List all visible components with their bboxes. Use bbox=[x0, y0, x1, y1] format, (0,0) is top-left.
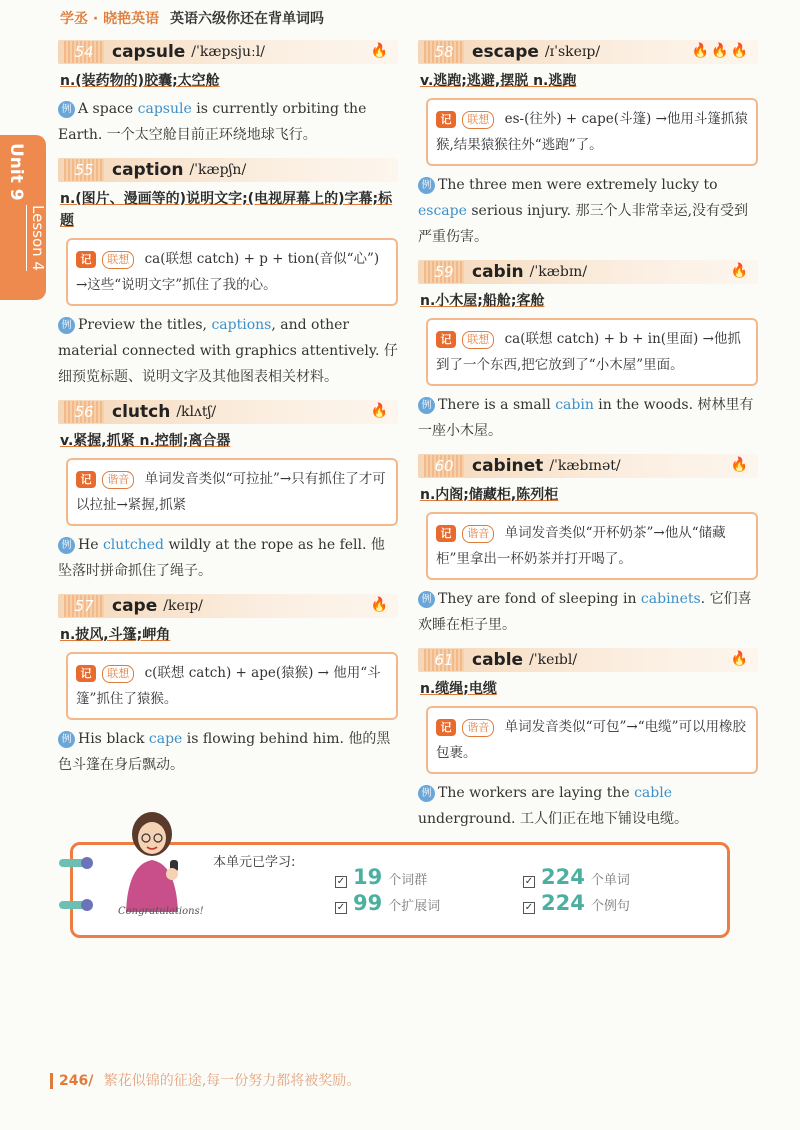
word-header bbox=[418, 40, 758, 64]
frequency-flame-icon: 🔥 bbox=[730, 457, 750, 473]
example-keyword: captions bbox=[211, 317, 272, 333]
memo-tag: 谐音 bbox=[462, 719, 494, 737]
definition bbox=[60, 624, 398, 646]
example-keyword: cabin bbox=[555, 397, 594, 413]
example-post: serious injury. 那三个人非常幸运,没有受到严重伤害。 bbox=[418, 203, 749, 245]
summary-title: 本单元已学习: bbox=[213, 855, 296, 870]
stat-word-groups bbox=[335, 865, 427, 889]
example-post: in the woods. 树林里有一座小木屋。 bbox=[418, 397, 754, 439]
checkbox-icon: ✓ bbox=[336, 902, 346, 913]
word-number: 60 bbox=[424, 455, 464, 477]
word-header bbox=[418, 648, 758, 672]
page-footer bbox=[50, 1070, 360, 1090]
definition bbox=[420, 70, 758, 92]
example-sentence bbox=[58, 312, 398, 390]
congrats-text: Congratulations! bbox=[118, 906, 204, 917]
memory-tip bbox=[66, 238, 398, 306]
stat-unit: 个单词 bbox=[590, 873, 630, 888]
example-post: wildly at the rope as he fell. 他坠落时拼命抓住了绳子。 bbox=[58, 537, 385, 579]
phonetic: /ɪˈskeɪp/ bbox=[544, 44, 601, 60]
frequency-flame-icon: 🔥 bbox=[370, 43, 390, 59]
phonetic: /ˈkæbɪnət/ bbox=[549, 458, 621, 474]
example-post: , and other material connected with graphics attentively. 仔细预览标题、说明文字及其他图表相关材料。 bbox=[58, 317, 398, 385]
decor-dot bbox=[81, 899, 93, 911]
word-entry bbox=[418, 454, 758, 638]
example-keyword: cabinets bbox=[640, 591, 701, 607]
example-pre: Preview the titles, bbox=[78, 317, 212, 333]
headword: cabinet bbox=[472, 456, 544, 476]
phonetic: /ˈkæbɪn/ bbox=[529, 264, 588, 280]
example-pre: The three men were extremely lucky to bbox=[438, 177, 718, 193]
page-number: 246/ bbox=[50, 1073, 93, 1089]
memory-tip bbox=[426, 706, 758, 774]
example-pre: They are fond of sleeping in bbox=[438, 591, 641, 607]
example-post: underground. 工人们正在地下铺设电缆。 bbox=[418, 811, 688, 827]
right-column bbox=[418, 40, 758, 842]
frequency-flame-icon: 🔥 bbox=[370, 597, 390, 613]
definition bbox=[420, 484, 758, 506]
phonetic: /klʌtʃ/ bbox=[176, 404, 217, 420]
definition bbox=[60, 70, 398, 92]
word-number: 56 bbox=[64, 401, 104, 423]
memo-text: c(联想 catch) + ape(猿猴) → 他用“斗篷”抓住了猿猴。 bbox=[76, 665, 381, 707]
unit-tab bbox=[0, 135, 46, 300]
example-post: is flowing behind him. 他的黑色斗篷在身后飘动。 bbox=[58, 731, 391, 773]
example-pre: A space bbox=[78, 101, 138, 117]
definition-text: v.逃跑;逃避,摆脱 n.逃跑 bbox=[420, 73, 577, 89]
example-pre: He bbox=[78, 537, 103, 553]
example-sentence bbox=[58, 96, 398, 148]
memo-text: es-(往外) + cape(斗篷) →他用斗篷抓猿猴,结果猿猴往外“逃跑”了。 bbox=[436, 111, 748, 153]
definition-text: n.披风,斗篷;岬角 bbox=[60, 627, 171, 643]
example-sentence bbox=[418, 172, 758, 250]
example-sentence bbox=[418, 392, 758, 444]
memo-text: 单词发音类似“开杯奶茶”→他从“储藏柜”里拿出一杯奶茶并打开喝了。 bbox=[436, 525, 726, 567]
stat-number: 99 bbox=[353, 891, 383, 915]
stat-unit: 个词群 bbox=[388, 873, 428, 888]
example-keyword: cape bbox=[148, 731, 183, 747]
headword: escape bbox=[472, 42, 539, 62]
definition-text: n.(图片、漫画等的)说明文字;(电视屏幕上的)字幕;标题 bbox=[60, 191, 393, 229]
stat-extended-words bbox=[335, 891, 440, 915]
memory-tip bbox=[66, 458, 398, 526]
stat-number: 224 bbox=[541, 865, 585, 889]
memo-text: 单词发音类似“可拉扯”→只有抓住了才可以拉扯→紧握,抓紧 bbox=[76, 471, 386, 513]
checkbox-icon: ✓ bbox=[524, 902, 534, 913]
headword: caption bbox=[112, 160, 184, 180]
word-header bbox=[58, 594, 398, 618]
memo-tag: 谐音 bbox=[462, 525, 494, 543]
frequency-flame-icon: 🔥🔥🔥 bbox=[691, 43, 750, 59]
example-sentence bbox=[418, 780, 758, 832]
example-icon: 例 bbox=[418, 591, 435, 608]
lesson-label: Lesson 4 bbox=[26, 205, 47, 271]
word-entry bbox=[418, 260, 758, 444]
example-icon: 例 bbox=[58, 101, 75, 118]
word-header bbox=[418, 454, 758, 478]
headword: cable bbox=[472, 650, 524, 670]
footer-motto: 繁花似锦的征途,每一份努力都将被奖励。 bbox=[103, 1073, 361, 1089]
definition-text: n.内阁;储藏柜,陈列柜 bbox=[420, 487, 559, 503]
definition-text: n.(装药物的)胶囊;太空舱 bbox=[60, 73, 220, 89]
example-icon: 例 bbox=[58, 317, 75, 334]
word-number: 54 bbox=[64, 41, 104, 63]
memo-icon: 记 bbox=[76, 251, 96, 268]
word-number: 58 bbox=[424, 41, 464, 63]
word-header bbox=[58, 40, 398, 64]
example-keyword: clutched bbox=[102, 537, 165, 553]
word-entry bbox=[58, 400, 398, 584]
memory-tip bbox=[426, 512, 758, 580]
word-entry bbox=[58, 158, 398, 390]
memo-icon: 记 bbox=[436, 719, 456, 736]
frequency-flame-icon: 🔥 bbox=[730, 651, 750, 667]
example-sentence bbox=[58, 532, 398, 584]
memory-tip bbox=[66, 652, 398, 720]
page-header bbox=[60, 8, 324, 28]
stat-number: 19 bbox=[353, 865, 383, 889]
brand: 学丞 · 晓艳英语 bbox=[60, 11, 160, 27]
teacher-illustration bbox=[112, 808, 194, 912]
decor-dot bbox=[81, 857, 93, 869]
frequency-flame-icon: 🔥 bbox=[730, 263, 750, 279]
phonetic: /ˈkæpʃn/ bbox=[189, 162, 247, 178]
checkbox-icon: ✓ bbox=[524, 876, 534, 887]
headword: cabin bbox=[472, 262, 524, 282]
stat-words bbox=[523, 865, 630, 889]
memo-icon: 记 bbox=[436, 331, 456, 348]
example-icon: 例 bbox=[418, 177, 435, 194]
headword: clutch bbox=[112, 402, 171, 422]
word-entry bbox=[418, 40, 758, 250]
memory-tip bbox=[426, 318, 758, 386]
memo-tag: 联想 bbox=[462, 111, 494, 129]
word-entry bbox=[58, 40, 398, 148]
example-keyword: escape bbox=[418, 203, 467, 219]
memo-tag: 联想 bbox=[462, 331, 494, 349]
memo-icon: 记 bbox=[436, 525, 456, 542]
example-icon: 例 bbox=[418, 397, 435, 414]
definition bbox=[420, 678, 758, 700]
example-post: is currently orbiting the Earth. 一个太空舱目前正环绕地球飞行。 bbox=[58, 101, 367, 143]
memo-text: 单词发音类似“可包”→“电缆”可以用橡胶包裹。 bbox=[436, 719, 747, 761]
stat-number: 224 bbox=[541, 891, 585, 915]
left-column bbox=[58, 40, 398, 788]
memo-text: ca(联想 catch) + b + in(里面) →他抓到了一个东西,把它放到了“小木屋”里面。 bbox=[436, 331, 741, 373]
definition-text: v.紧握,抓紧 n.控制;离合器 bbox=[60, 433, 231, 449]
book-subtitle: 英语六级你还在背单词吗 bbox=[169, 11, 324, 27]
word-entry bbox=[58, 594, 398, 778]
stat-unit: 个扩展词 bbox=[388, 899, 441, 914]
memo-icon: 记 bbox=[76, 471, 96, 488]
checkbox-icon: ✓ bbox=[336, 876, 346, 887]
example-sentence bbox=[418, 586, 758, 638]
unit-label: Unit 9 bbox=[6, 143, 26, 201]
definition-text: n.小木屋;船舱;客舱 bbox=[420, 293, 545, 309]
word-number: 61 bbox=[424, 649, 464, 671]
memo-text: ca(联想 catch) + p + tion(音似“心”) →这些“说明文字”抓住了我的心。 bbox=[76, 251, 380, 293]
example-pre: The workers are laying the bbox=[438, 785, 635, 801]
memo-tag: 联想 bbox=[102, 251, 134, 269]
memo-tag: 谐音 bbox=[102, 471, 134, 489]
word-header bbox=[418, 260, 758, 284]
stat-unit: 个例句 bbox=[590, 899, 630, 914]
word-entry bbox=[418, 648, 758, 832]
definition-text: n.缆绳;电缆 bbox=[420, 681, 497, 697]
phonetic: /keɪp/ bbox=[163, 598, 203, 614]
word-number: 55 bbox=[64, 159, 104, 181]
example-post: . 它们喜欢睡在柜子里。 bbox=[418, 591, 752, 633]
definition bbox=[420, 290, 758, 312]
definition bbox=[60, 188, 398, 232]
example-keyword: capsule bbox=[137, 101, 192, 117]
memory-tip bbox=[426, 98, 758, 166]
definition bbox=[60, 430, 398, 452]
example-keyword: cable bbox=[634, 785, 673, 801]
example-sentence bbox=[58, 726, 398, 778]
memo-icon: 记 bbox=[436, 111, 456, 128]
memo-tag: 联想 bbox=[102, 665, 134, 683]
word-header bbox=[58, 400, 398, 424]
headword: capsule bbox=[112, 42, 186, 62]
example-pre: There is a small bbox=[438, 397, 556, 413]
word-number: 59 bbox=[424, 261, 464, 283]
example-icon: 例 bbox=[58, 537, 75, 554]
word-number: 57 bbox=[64, 595, 104, 617]
word-header bbox=[58, 158, 398, 182]
memo-icon: 记 bbox=[76, 665, 96, 682]
stat-examples bbox=[523, 891, 630, 915]
phonetic: /ˈkæpsjuːl/ bbox=[191, 44, 265, 60]
headword: cape bbox=[112, 596, 158, 616]
example-pre: His black bbox=[78, 731, 149, 747]
example-icon: 例 bbox=[418, 785, 435, 802]
example-icon: 例 bbox=[58, 731, 75, 748]
frequency-flame-icon: 🔥 bbox=[370, 403, 390, 419]
phonetic: /ˈkeɪbl/ bbox=[529, 652, 578, 668]
